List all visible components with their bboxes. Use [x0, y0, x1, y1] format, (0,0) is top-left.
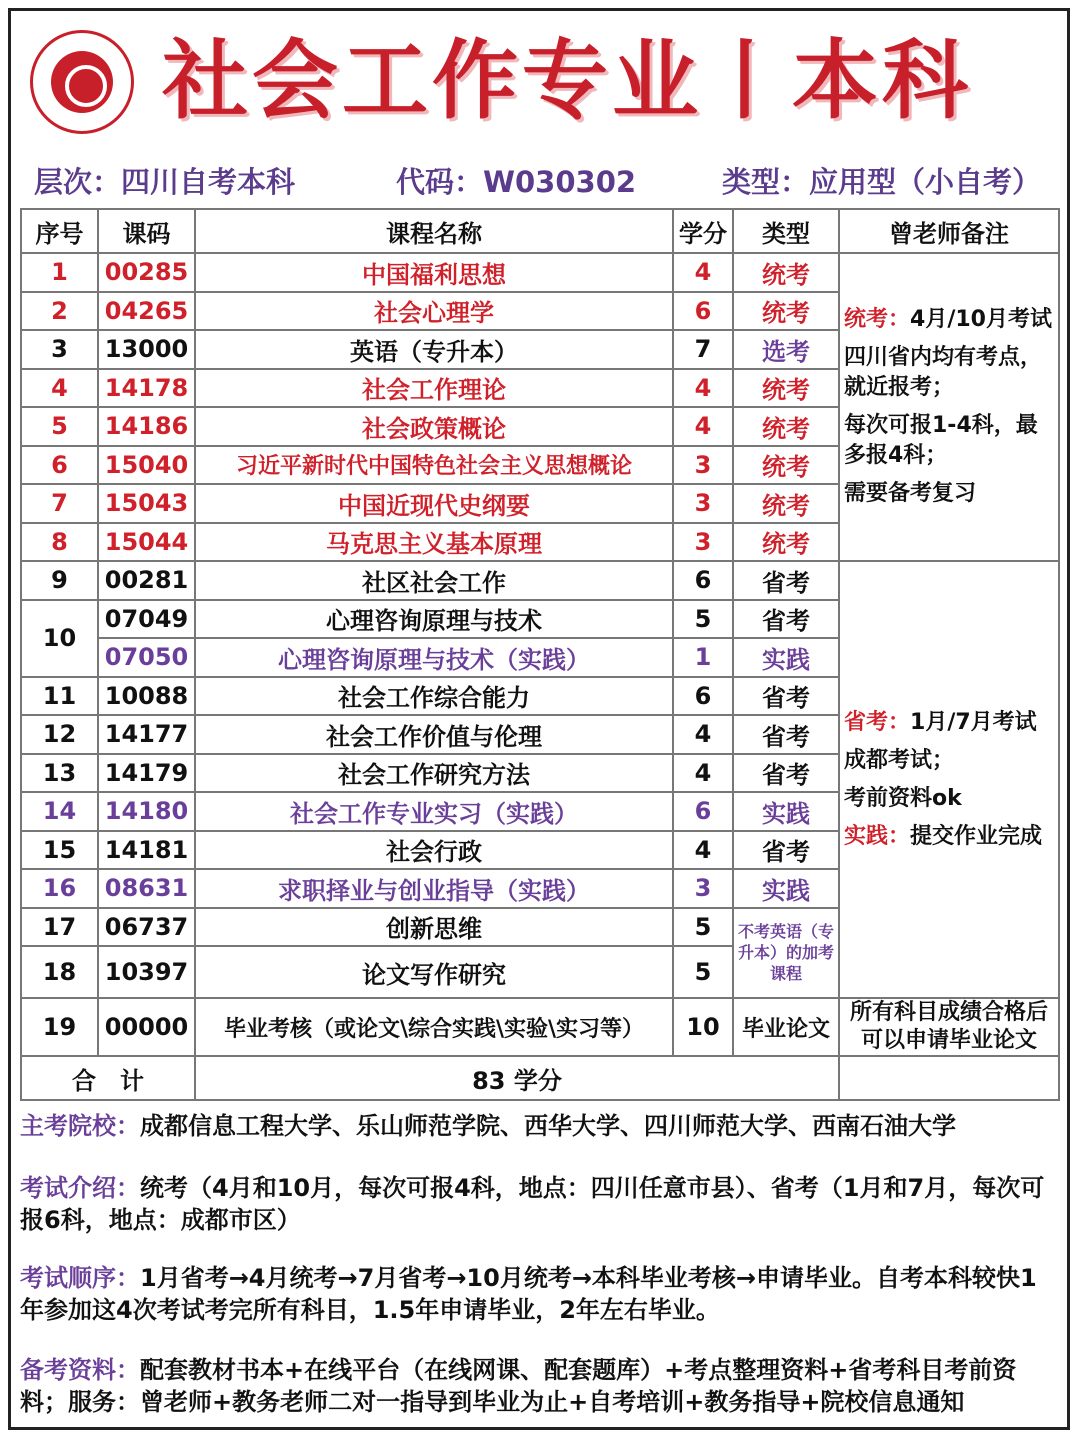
table-row: 17 06737 创新思维 5 不考英语（专升本）的加考课程 [21, 908, 1059, 947]
prep-material-info: 备考资料：配套教材书本+在线平台（在线网课、配套题库）+考点整理资料+省考科目考前资料；服务：曾老师+教务老师二对一指导到毕业为止+自考培训+教务指导+院校信息通知 [20, 1356, 1017, 1416]
table-row: 9 00281 社区社会工作 6 省考 省考：1月/7月考试 成都考试； 考前资料ok 实践：提交作业完成 [21, 561, 1059, 600]
type-info: 类型：应用型（小自考） [722, 165, 1042, 199]
table-row: 8 15044 马克思主义基本原理 3 统考 [21, 523, 1059, 562]
table-row: 13 14179 社会工作研究方法 4 省考 [21, 754, 1059, 793]
page-title: 社会工作专业丨本科 [162, 31, 972, 131]
exam-info: 考试介绍：统考（4月和10月，每次可报4科，地点：四川任意市县）、省考（1月和7月，每次可报6科，地点：成都市区） [20, 1174, 1045, 1234]
col-header-notes: 曾老师备注 [839, 209, 1059, 253]
provincial-exam-notes: 省考：1月/7月考试 成都考试； 考前资料ok 实践：提交作业完成 [839, 561, 1059, 998]
graduation-note: 所有科目成绩合格后可以申请毕业论文 [839, 998, 1059, 1056]
table-row: 11 10088 社会工作综合能力 6 省考 [21, 677, 1059, 716]
table-row: 2 04265 社会心理学 6 统考 [21, 292, 1059, 331]
table-row: 7 15043 中国近现代史纲要 3 统考 [21, 484, 1059, 523]
col-header-no: 序号 [21, 209, 98, 253]
header [22, 20, 1058, 150]
col-header-credit: 学分 [673, 209, 733, 253]
code-info: 代码：W030302 [396, 165, 637, 199]
table-header-row [21, 209, 1059, 253]
total-row [21, 1056, 1059, 1100]
table-row: 4 14178 社会工作理论 4 统考 [21, 369, 1059, 408]
col-header-code: 课码 [98, 209, 195, 253]
table-row: 5 14186 社会政策概论 4 统考 [21, 407, 1059, 446]
table-row: 18 10397 论文写作研究 5 [21, 946, 1059, 998]
exam-logo [30, 30, 134, 134]
course-table [20, 208, 1060, 1101]
col-header-type: 类型 [733, 209, 839, 253]
table-row: 6 15040 习近平新时代中国特色社会主义思想概论 3 统考 [21, 446, 1059, 485]
unified-exam-notes: 统考：4月/10月考试 四川省内均有考点，就近报考； 每次可报1-4科，最多报4科； 需要备考复习 [839, 253, 1059, 561]
table-row: 14 14180 社会工作专业实习（实践） 6 实践 [21, 792, 1059, 831]
schools-info: 主考院校：成都信息工程大学、乐山师范学院、西华大学、四川师范大学、西南石油大学 [20, 1112, 956, 1140]
level-info: 层次：四川自考本科 [34, 165, 296, 199]
program-meta [22, 158, 1058, 202]
table-row: 19 00000 毕业考核（或论文\综合实践\实验\实习等） 10 毕业论文 所有科目成绩合格后可以申请毕业论文 [21, 998, 1059, 1056]
logo-emblem-icon [51, 51, 113, 113]
col-header-name: 课程名称 [195, 209, 673, 253]
table-row: 1 00285 中国福利思想 4 统考 统考：4月/10月考试 四川省内均有考点，就近报考； 每次可报1-4科，最多报4科； 需要备考复习 [21, 253, 1059, 292]
table-row: 12 14177 社会工作价值与伦理 4 省考 [21, 715, 1059, 754]
exam-order-info: 考试顺序：1月省考→4月统考→7月省考→10月统考→本科毕业考核→申请毕业。自考本科较快1年参加这4次考试考完所有科目，1.5年申请毕业，2年左右毕业。 [20, 1264, 1037, 1324]
extra-course-type: 不考英语（专升本）的加考课程 [733, 908, 839, 999]
table-row: 16 08631 求职择业与创业指导（实践） 3 实践 [21, 869, 1059, 908]
total-value: 83 学分 [195, 1056, 839, 1100]
table-row: 10 07049 心理咨询原理与技术 5 省考 [21, 600, 1059, 639]
table-row: 07050 心理咨询原理与技术（实践） 1 实践 [21, 638, 1059, 677]
table-row: 15 14181 社会行政 4 省考 [21, 831, 1059, 870]
total-label: 合 计 [21, 1056, 195, 1100]
table-row: 3 13000 英语（专升本） 7 选考 [21, 330, 1059, 369]
